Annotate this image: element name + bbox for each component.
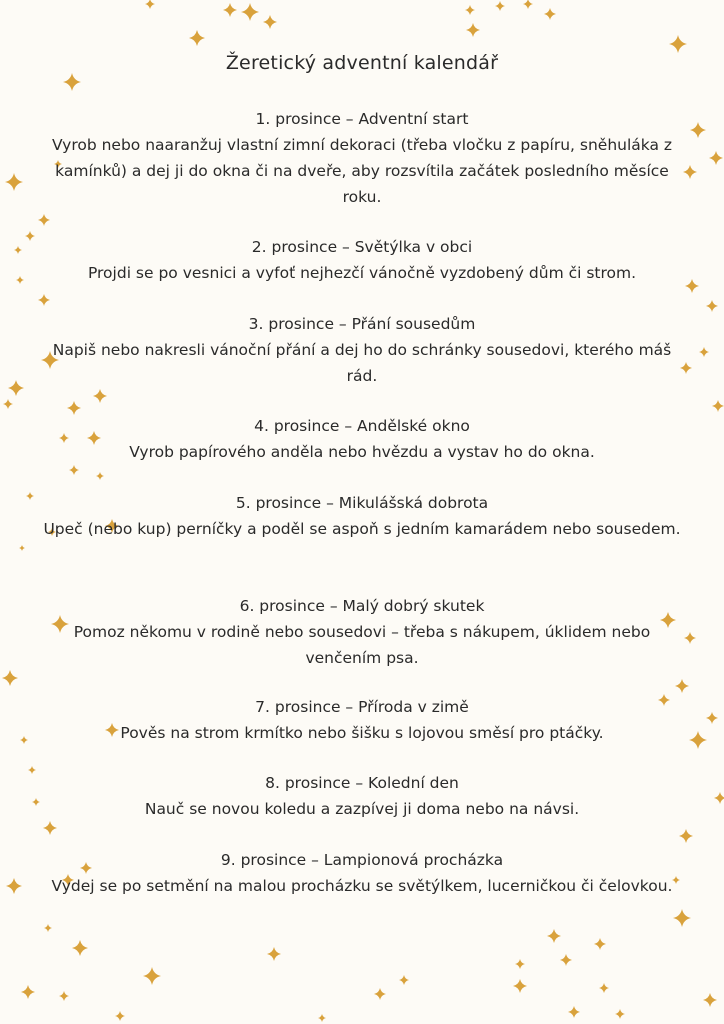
sparkle-star-icon — [3, 399, 13, 409]
calendar-entry-8 — [40, 770, 684, 822]
sparkle-star-icon — [599, 983, 609, 993]
entry-heading: 3. prosince – Přání sousedům — [248, 315, 476, 333]
entry-text: Napiš nebo nakresli vánoční přání a dej ho do schránky sousedovi, kterého máš rád. — [52, 341, 672, 385]
sparkle-star-icon — [568, 1006, 580, 1018]
sparkle-star-icon — [690, 122, 706, 138]
entry-heading: 5. prosince – Mikulášská dobrota — [235, 494, 489, 512]
sparkle-star-icon — [706, 712, 718, 724]
sparkle-star-icon — [513, 979, 527, 993]
entry-text: Projdi se po vesnici a vyfoť nejhezčí vánočně vyzdobený dům či strom. — [87, 264, 637, 282]
entry-text: Pomoz někomu v rodině nebo sousedovi – třeba s nákupem, úklidem nebo venčením psa. — [73, 623, 651, 667]
calendar-entry-6 — [40, 593, 684, 671]
sparkle-star-icon — [72, 940, 88, 956]
sparkle-star-icon — [515, 959, 525, 969]
sparkle-star-icon — [679, 829, 693, 843]
entry-heading: 8. prosince – Kolední den — [265, 774, 459, 792]
sparkle-star-icon — [683, 165, 697, 179]
sparkle-star-icon — [93, 389, 107, 403]
sparkle-star-icon — [684, 632, 696, 644]
sparkle-star-icon — [706, 300, 718, 312]
sparkle-star-icon — [43, 821, 57, 835]
sparkle-star-icon — [25, 231, 35, 241]
page-title: Žeretický adventní kalendář — [225, 52, 499, 74]
sparkle-star-icon — [263, 15, 277, 29]
sparkle-star-icon — [703, 993, 717, 1007]
sparkle-star-icon — [145, 0, 155, 9]
entry-heading: 7. prosince – Příroda v zimě — [255, 698, 469, 716]
sparkle-star-icon — [466, 23, 480, 37]
sparkle-star-icon — [28, 766, 36, 774]
sparkle-star-icon — [8, 380, 24, 396]
sparkle-star-icon — [673, 909, 691, 927]
sparkle-star-icon — [143, 967, 161, 985]
sparkle-star-icon — [709, 151, 723, 165]
calendar-entry-7 — [40, 694, 684, 746]
entry-text: Vyrob nebo naaranžuj vlastní zimní dekoraci (třeba vločku z papíru, sněhuláka z kamínků) a dej ji do okna či na dveře, aby rozsvítila začátek posledního měsíce roku. — [51, 136, 673, 206]
calendar-entry-9 — [40, 847, 684, 899]
calendar-entry-4 — [40, 413, 684, 465]
sparkle-star-icon — [547, 929, 561, 943]
entry-heading: 6. prosince – Malý dobrý skutek — [239, 597, 485, 615]
sparkle-star-icon — [96, 472, 104, 480]
sparkle-star-icon — [241, 3, 259, 21]
sparkle-star-icon — [714, 792, 724, 804]
sparkle-star-icon — [560, 954, 572, 966]
sparkle-star-icon — [223, 3, 237, 17]
sparkle-star-icon — [689, 731, 707, 749]
sparkle-star-icon — [32, 798, 40, 806]
sparkle-star-icon — [712, 400, 724, 412]
sparkle-star-icon — [615, 1009, 625, 1019]
entry-text: Pověs na strom krmítko nebo šišku s lojovou směsí pro ptáčky. — [120, 724, 604, 742]
sparkle-star-icon — [44, 924, 52, 932]
sparkle-star-icon — [21, 985, 35, 999]
entry-text: Nauč se novou koledu a zazpívej ji doma nebo na návsi. — [144, 800, 580, 818]
sparkle-star-icon — [465, 5, 475, 15]
sparkle-star-icon — [669, 35, 687, 53]
sparkle-star-icon — [189, 30, 205, 46]
entry-heading: 2. prosince – Světýlka v obci — [251, 238, 473, 256]
sparkle-star-icon — [2, 670, 18, 686]
entry-heading: 1. prosince – Adventní start — [255, 110, 469, 128]
sparkle-star-icon — [399, 975, 409, 985]
entry-text: Upeč (nebo kup) perníčky a poděl se aspoň s jedním kamarádem nebo sousedem. — [43, 520, 681, 538]
entry-heading: 9. prosince – Lampionová procházka — [220, 851, 504, 869]
sparkle-star-icon — [69, 465, 79, 475]
sparkle-star-icon — [523, 0, 533, 9]
sparkle-star-icon — [544, 8, 556, 20]
entry-text: Vyrob papírového anděla nebo hvězdu a vystav ho do okna. — [129, 443, 595, 461]
entry-text: Vydej se po setmění na malou procházku se světýlkem, lucerničkou či čelovkou. — [51, 877, 673, 895]
calendar-entry-5 — [40, 490, 684, 542]
sparkle-star-icon — [318, 1014, 326, 1022]
sparkle-star-icon — [59, 991, 69, 1001]
sparkle-star-icon — [26, 492, 34, 500]
sparkle-star-icon — [19, 545, 25, 551]
sparkle-star-icon — [38, 294, 50, 306]
sparkle-star-icon — [115, 1011, 125, 1021]
sparkle-star-icon — [20, 736, 28, 744]
calendar-entry-2 — [40, 234, 684, 286]
calendar-entry-1 — [40, 106, 684, 210]
sparkle-star-icon — [675, 679, 689, 693]
sparkle-star-icon — [699, 347, 709, 357]
sparkle-star-icon — [16, 276, 24, 284]
sparkle-star-icon — [63, 73, 81, 91]
sparkle-star-icon — [374, 988, 386, 1000]
sparkle-star-icon — [495, 1, 505, 11]
sparkle-star-icon — [38, 214, 50, 226]
sparkle-star-icon — [5, 173, 23, 191]
sparkle-star-icon — [594, 938, 606, 950]
entry-heading: 4. prosince – Andělské okno — [254, 417, 470, 435]
sparkle-star-icon — [685, 279, 699, 293]
sparkle-star-icon — [267, 947, 281, 961]
sparkle-star-icon — [6, 878, 22, 894]
calendar-entry-3 — [40, 311, 684, 389]
sparkle-star-icon — [14, 246, 22, 254]
